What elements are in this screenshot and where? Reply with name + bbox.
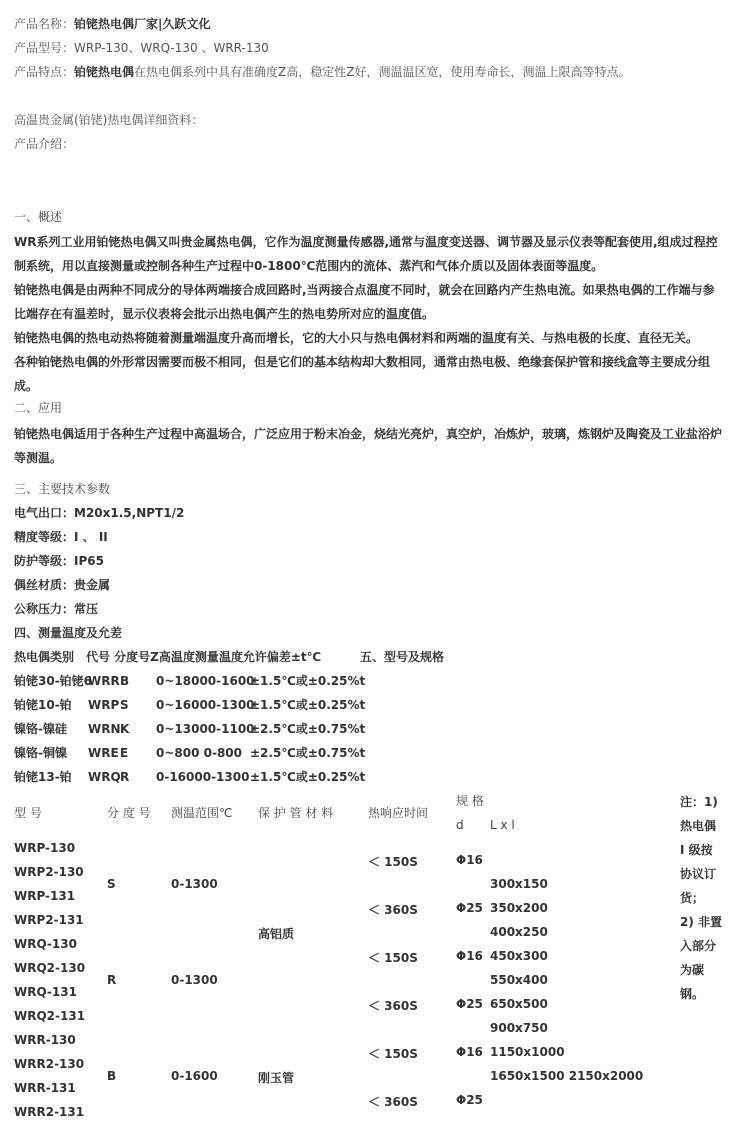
model-cell: WRR2-130 — [14, 1057, 85, 1071]
response-cell: ＜ 360S — [368, 903, 418, 917]
tolerance-cell-grade: E — [120, 746, 129, 760]
size-cell: 450x300 — [490, 949, 548, 963]
tolerance-cell-code: WRE — [88, 746, 119, 760]
note-line: 钢。 — [680, 987, 705, 1001]
product-name-value: 铂铑热电偶厂家|久跃文化 — [74, 17, 211, 31]
tolerance-cell-code: WRR — [88, 674, 120, 688]
note-line: I 级按 — [680, 843, 713, 857]
tolerance-cell-grade: R — [120, 770, 130, 784]
tolerance-cell-type: 铂铑13-铂 — [14, 770, 72, 784]
note-line: 入部分 — [680, 939, 717, 953]
product-model-line — [14, 38, 269, 58]
model-cell: WRP2-131 — [14, 913, 84, 927]
overview-paragraph-3: 铂铑热电偶的热电动热将随着测量端温度升高而增长，它的大小只与热电偶材料和两端的温度有关、与热电极的长度、直径无关。 — [14, 331, 699, 345]
response-cell: ＜ 360S — [368, 999, 418, 1013]
model-cell: WRP-131 — [14, 889, 76, 903]
application-text: 铂铑热电偶适用于各种生产过程中高温场合，广泛应用于粉末冶金，烧结光亮炉，真空炉，冶炼炉，玻璃，炼钢炉及陶瓷及工业盐浴炉等测温。 — [14, 427, 723, 465]
tolerance-cell-code: WRN — [88, 722, 121, 736]
product-feature-bold: 铂铑热电偶 — [74, 65, 135, 79]
product-model-value: WRP-130、WRQ-130 、WRR-130 — [74, 41, 269, 55]
product-feature-line — [14, 62, 630, 82]
size-cell: 550x400 — [490, 973, 548, 987]
col-header-spec: 规 格 — [456, 794, 484, 808]
model-cell: WRR2-131 — [14, 1105, 85, 1119]
param-item: 防护等级：IP65 — [14, 554, 104, 568]
diameter-cell: Φ25 — [456, 997, 483, 1011]
tolerance-cell-type: 铂铑30-铂铑6 — [14, 674, 93, 688]
diameter-cell: Φ25 — [456, 1093, 483, 1107]
tolerance-cell-range: 0~800 0-800 — [156, 746, 243, 760]
size-cell: 900x750 — [490, 1021, 548, 1035]
overview-heading: 一、概述 — [14, 210, 63, 224]
product-name-label: 产品名称： — [14, 17, 75, 31]
overview-paragraph-2: 铂铑热电偶是由两种不同成分的导体两端接合成回路时,当两接合点温度不同时，就会在回路内产生热电流。如果热电偶的工作端与参比端存在有温差时，显示仪表将会批示出热电偶产生的热电势所对应的温度值。 — [14, 283, 715, 321]
col-header-grade: 分 度 号 — [107, 806, 151, 820]
col-header-material: 保 护 管 材 料 — [258, 806, 334, 820]
diameter-cell: Φ16 — [456, 949, 483, 963]
param-item: 电气出口：M20x1.5,NPT1/2 — [14, 506, 185, 520]
size-cell: 300x150 — [490, 877, 548, 891]
model-cell: WRQ-130 — [14, 937, 77, 951]
tolerance-cell-type: 镍铬-铜镍 — [14, 746, 67, 760]
tolerance-cell-range: 0~16000-1300 — [156, 698, 255, 712]
tolerance-cell-grade: K — [120, 722, 130, 736]
note-heading: 注：1) — [680, 795, 718, 809]
tolerance-cell-tol: ±1.5℃或±0.25%t — [250, 770, 366, 784]
size-cell: 1650x1500 2150x2000 — [490, 1069, 644, 1083]
model-cell: WRQ2-131 — [14, 1009, 86, 1023]
product-name-line — [14, 14, 210, 34]
response-cell: ＜ 150S — [368, 1047, 418, 1061]
intro-label: 产品介绍： — [14, 137, 75, 151]
application-heading: 二、应用 — [14, 401, 63, 415]
tolerance-cell-range: 0~18000-1600 — [156, 674, 255, 688]
col-header-range: 测温范围℃ — [171, 806, 233, 820]
diameter-cell: Φ16 — [456, 1045, 483, 1059]
tolerance-cell-type: 镍铬-镍硅 — [14, 722, 67, 736]
model-cell: WRP-130 — [14, 841, 76, 855]
param-item: 精度等级：I 、 II — [14, 530, 108, 544]
product-feature-label: 产品特点： — [14, 65, 75, 79]
model-cell: WRQ2-130 — [14, 961, 86, 975]
tolerance-cell-tol: ±2.5℃或±0.75%t — [250, 746, 366, 760]
grade-cell: R — [107, 973, 117, 987]
tolerance-cell-grade: B — [120, 674, 130, 688]
tolerance-cell-tol: ±2.5℃或±0.75%t — [250, 722, 366, 736]
tolerance-heading: 四、测量温度及允差 — [14, 626, 123, 640]
diameter-cell: Φ16 — [456, 853, 483, 867]
model-cell: WRR-131 — [14, 1081, 76, 1095]
model-cell: WRP2-130 — [14, 865, 84, 879]
col-header-model: 型 号 — [14, 806, 42, 820]
tolerance-header-line: 热电偶类别 代号 分度号Z高温度测量温度允许偏差±t℃ — [14, 650, 322, 664]
param-item: 偶丝材质：贵金属 — [14, 578, 111, 592]
size-cell: 1150x1000 — [490, 1045, 565, 1059]
param-item: 公称压力：常压 — [14, 602, 99, 616]
note-line: 货； — [680, 891, 705, 905]
range-cell: 0-1600 — [171, 1069, 218, 1083]
tolerance-cell-code: WRQ — [88, 770, 121, 784]
col-header-response: 热响应时间 — [368, 806, 429, 820]
overview-paragraph-1: WR系列工业用铂铑热电偶又叫贵金属热电偶，它作为温度测量传感器,通常与温度变送器、调节器及显示仪表等配套使用,组成过程控制系统，用以直接测量或控制各种生产过程中0-1800℃范围内的流体、蒸汽和气体介质以及固体表面等温度。 — [14, 235, 718, 273]
response-cell: ＜ 360S — [368, 1095, 418, 1109]
detail-title: 高温贵金属(铂铑)热电偶详细资料： — [14, 113, 204, 127]
grade-cell: B — [107, 1069, 117, 1083]
note-line: 为碳 — [680, 963, 705, 977]
tolerance-cell-tol: ±1.5℃或±0.25%t — [250, 698, 366, 712]
tolerance-cell-grade: S — [120, 698, 129, 712]
size-cell: 400x250 — [490, 925, 548, 939]
tolerance-cell-code: WRP — [88, 698, 120, 712]
note-line: 热电偶 — [680, 819, 717, 833]
col-header-d: d — [456, 818, 464, 832]
size-cell: 650x500 — [490, 997, 548, 1011]
model-cell: WRR-130 — [14, 1033, 76, 1047]
note-line: 协议订 — [680, 867, 717, 881]
grade-cell: S — [107, 877, 116, 891]
material-cell: 刚玉管 — [258, 1071, 295, 1085]
diameter-cell: Φ25 — [456, 901, 483, 915]
section5-heading: 五、型号及规格 — [360, 650, 445, 664]
response-cell: ＜ 150S — [368, 951, 418, 965]
col-header-lxl: L x l — [490, 818, 515, 832]
range-cell: 0-1300 — [171, 877, 218, 891]
tolerance-cell-tol: ±1.5℃或±0.25%t — [250, 674, 366, 688]
product-model-label: 产品型号： — [14, 41, 75, 55]
size-cell: 350x200 — [490, 901, 548, 915]
params-heading: 三、主要技术参数 — [14, 482, 111, 496]
tolerance-cell-type: 铂铑10-铂 — [14, 698, 72, 712]
overview-paragraph-4: 各种铂铑热电偶的外形常因需要而极不相同，但是它们的基本结构却大数相同，通常由热电极、绝缘套保护管和接线盒等主要成分组成。 — [14, 355, 711, 393]
note-line: 2) 非置 — [680, 915, 723, 929]
response-cell: ＜ 150S — [368, 855, 418, 869]
material-cell: 高铝质 — [258, 927, 295, 941]
model-cell: WRQ-131 — [14, 985, 77, 999]
product-feature-text: 在热电偶系列中具有准确度Z高，稳定性Z好，测温温区宽，使用寿命长，测温上限高等特点。 — [134, 65, 631, 79]
tolerance-cell-range: 0~13000-1100 — [156, 722, 255, 736]
range-cell: 0-1300 — [171, 973, 218, 987]
tolerance-cell-range: 0-16000-1300 — [156, 770, 250, 784]
